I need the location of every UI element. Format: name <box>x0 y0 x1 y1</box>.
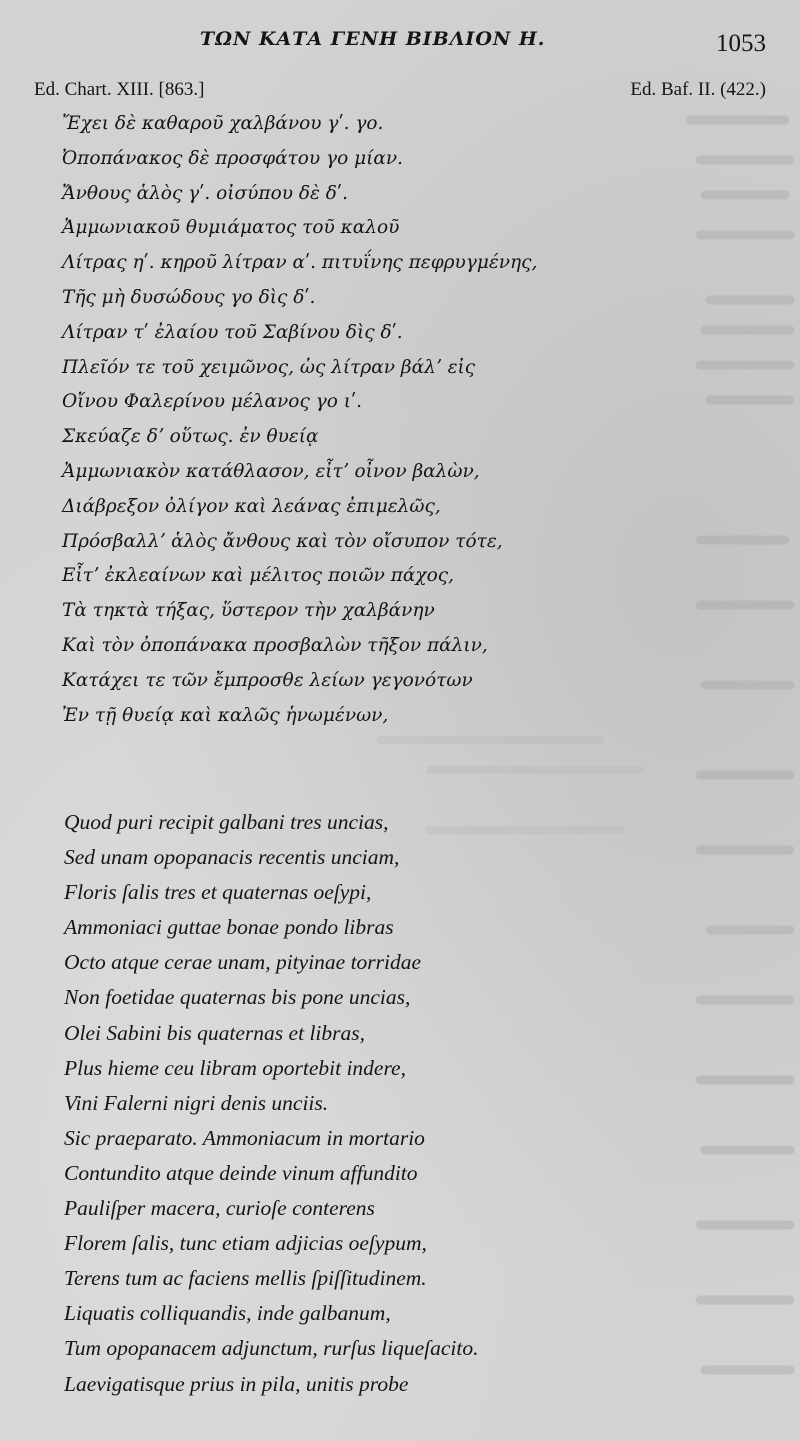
edition-reference-left: Ed. Chart. XIII. [863.] <box>34 79 205 100</box>
greek-verse-line: Ὀποπάνακος δὲ προσφάτου γο μίαν. <box>62 147 404 169</box>
greek-verse-line: Καὶ τὸν ὀποπάνακα προσβαλὼν τῆξον πάλιν, <box>62 634 488 656</box>
latin-verse-line: Floris ſalis tres et quaternas oeſypi, <box>64 880 372 905</box>
greek-verse-line: Εἶτʼ ἐκλεαίνων καὶ μέλιτος ποιῶν πάχος, <box>62 565 454 587</box>
latin-verse-line: Tum opopanacem adjunctum, rurſus liqueſacito. <box>64 1336 479 1361</box>
latin-verse-line: Sic praeparato. Ammoniacum in mortario <box>64 1125 425 1150</box>
greek-verse-line: Ἔχει δὲ καθαροῦ χαλβάνου γʹ. γο. <box>62 113 384 134</box>
greek-verse-line: Ἄνθους ἁλὸς γʹ. οἰσύπου δὲ δʹ. <box>62 182 348 204</box>
greek-verse-block <box>62 107 762 733</box>
latin-verse-line: Pauliſper macera, curioſe conterens <box>64 1196 375 1221</box>
latin-verse-line: Sed unam opopanacis recentis unciam, <box>64 845 400 870</box>
latin-verse-block <box>64 805 764 1402</box>
greek-verse-line: Λίτραν τʹ ἐλαίου τοῦ Σαβίνου δὶς δʹ. <box>62 321 403 343</box>
latin-verse-line: Contundito atque deinde vinum affundito <box>64 1160 418 1185</box>
greek-verse-line: Πλεῖόν τε τοῦ χειμῶνος, ὡς λίτραν βάλʼ εἰς <box>62 356 476 378</box>
running-head: ΤΩΝ ΚΑΤΑ ΓΕΝΗ ΒΙΒΛΙΟΝ Η. <box>200 28 546 50</box>
latin-verse-line: Vini Falerni nigri denis unciis. <box>64 1090 329 1115</box>
latin-verse-line: Quod puri recipit galbani tres uncias, <box>64 810 389 834</box>
latin-verse-line: Ammoniaci guttae bonae pondo libras <box>64 915 394 940</box>
greek-verse-line: Τὰ τηκτὰ τήξας, ὕστερον τὴν χαλβάνην <box>62 600 435 622</box>
greek-verse-line: Ἀμμωνιακὸν κατάθλασον, εἶτʼ οἶνον βαλὼν, <box>62 460 480 482</box>
page-number: 1053 <box>716 30 766 57</box>
latin-verse-line: Florem ſalis, tunc etiam adjicias oeſypum, <box>64 1231 427 1256</box>
greek-verse-line: Οἴνου Φαλερίνου μέλανος γο ιʹ. <box>62 391 363 413</box>
latin-verse-line: Non foetidae quaternas bis pone uncias, <box>64 985 411 1010</box>
edition-reference-right: Ed. Baf. II. (422.) <box>630 79 766 100</box>
greek-verse-line: Τῆς μὴ δυσώδους γο δὶς δʹ. <box>62 286 316 308</box>
greek-verse-line: Σκεύαζε δʼ οὕτως. ἐν θυείᾳ <box>62 426 319 448</box>
greek-verse-line: Ἀμμωνιακοῦ θυμιάματος τοῦ καλοῦ <box>62 217 400 239</box>
latin-verse-line: Plus hieme ceu libram oportebit indere, <box>64 1055 406 1080</box>
latin-verse-line: Liquatis colliquandis, inde galbanum, <box>64 1301 391 1326</box>
greek-verse-line: Κατάχει τε τῶν ἔμπροσθε λείων γεγονότων <box>62 669 473 691</box>
latin-verse-line: Laevigatisque prius in pila, unitis probe <box>64 1371 409 1396</box>
greek-verse-line: Διάβρεξον ὀλίγον καὶ λεάνας ἐπιμελῶς, <box>62 495 441 517</box>
latin-verse-line: Octo atque cerae unam, pityinae torridae <box>64 950 422 975</box>
greek-verse-line: Πρόσβαλλʼ ἁλὸς ἄνθους καὶ τὸν οἴσυπον τότε, <box>62 530 503 552</box>
greek-verse-line: Ἐν τῇ θυείᾳ καὶ καλῶς ἡνωμένων, <box>62 704 389 726</box>
greek-verse-line: Λίτρας ηʹ. κηροῦ λίτραν αʹ. πιτυΐνης πεφρυγμένης, <box>62 252 538 274</box>
latin-verse-line: Terens tum ac faciens mellis ſpiſſitudinem. <box>64 1266 427 1291</box>
latin-verse-line: Olei Sabini bis quaternas et libras, <box>64 1020 365 1045</box>
